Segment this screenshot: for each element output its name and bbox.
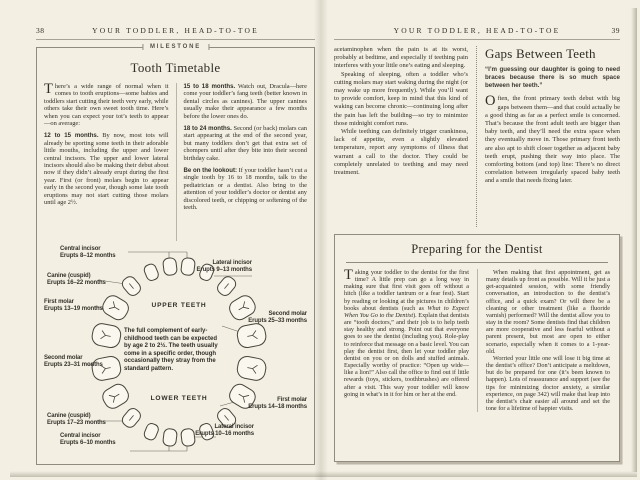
body-paragraph: While teething can definitely trigger crankiness, lack of appetite, even a slightly elevated temperature, report any symptoms of illness that warrant a call to the doctor. They could be completely unrelated to teething and may need treatment. [334,128,468,177]
book-gutter-shadow [314,0,328,480]
tooth-label-upper-central-incisor [60,246,140,260]
paragraph-text: By now, most tots will already be sporting some teeth in their adorable little mouths, including the upper and lower central incisors. The upper and lower lateral incisors should also be making their debut about now if they didn’t already erupt during the first year. First (or front) molars begin to appear early in the second year, though some late tooth eruptions may not start cutting those molars until age 2½. [44,132,169,207]
tooth-name: Central incisor [60,433,101,439]
tooth-eruption-time: Erupts 9–13 months [196,267,252,273]
page-edge-bottom [10,471,637,477]
milestone-box [36,44,315,465]
tooth-label-lower-central-incisor [60,433,146,447]
tooth-name: Central incisor [60,246,101,252]
milestone-item-lookout [184,167,308,211]
tooth-name: Lateral incisor [212,260,252,266]
tooth-eruption-time: Erupts 13–19 months [44,306,103,312]
tooth-name: First molar [44,299,74,305]
milestone-tag: MILESTONE [142,44,209,50]
tooth-eruption-time: Erupts 23–31 months [44,362,103,368]
body-paragraph: acetaminophen when the pain is at its worst, probably at bedtime, and especially if teething pain interferes with your little one’s eating and sleeping. [334,46,468,70]
tooth-name: Second molar [44,355,83,361]
section-title: Gaps Between Teeth [485,46,596,61]
right-page [334,26,620,462]
tooth-eruption-time: Erupts 8–12 months [60,253,116,259]
body-paragraph: Speaking of sleeping, often a toddler who’s cutting molars may start waking during the night (or may wake up more frequently). While you’ll want to provide comfort, keep in mind that this kind of waking can become chronic—continuing long after the pain has left the building—so try to minimize those midnight comfort runs. [334,70,468,127]
page-number: 39 [611,26,620,35]
item-label: 15 to 18 months. [183,83,236,90]
dentist-box-column-1 [344,269,477,412]
right-page-columns [334,46,620,227]
milestone-item-12-15 [44,132,169,206]
right-page-header [334,26,620,40]
body-paragraph: Worried your little one will lose it big time at the dentist’s office? Don’t anticipate a meltdown, but do be prepared for one (it’s been known to happen). Lots of reassurance and support (see the tips for minimizing doctor anxiety, a similar experience, on page 342) will make that leap into the dentist’s chair easier all around and set the tone for a lifetime of happier visits. [486,354,610,412]
drop-cap: T [44,83,53,97]
running-head: YOUR TODDLER, HEAD-TO-TOE [393,26,561,35]
tooth-label-upper-canine [47,273,127,287]
paragraph-text: ften, the front primary teeth debut with big gaps between them—and that could actually be a good thing as far as a perfect smile is concerned. That’s because the front adult teeth are bigger than baby teeth, and they’ll need the extra space when they eventually move in. Those primary front teeth are also apt to shift closer together as adjacent baby teeth erupt, pushing their way into place. The comforting bottom (and top) line: There’s no direct correlation between irregularly spaced baby teeth and a smile that needs fixing later. [485,95,620,185]
item-label: 18 to 24 months. [183,125,232,133]
item-label: 12 to 15 months. [44,132,99,140]
paragraph-text: Second (or back) molars can start appearing at the end of the second year, but many toddlers don’t get that extra set of chompers until after they bite into their second birthday cake. [183,125,307,162]
milestone-column-2 [176,83,308,241]
tooth-eruption-time: Erupts 14–18 months [248,404,307,410]
tooth-name: First molar [277,397,307,403]
tooth-name: Second molar [268,311,307,317]
dentist-box-column-2 [477,269,610,412]
tooth-eruption-time: Erupts 16–22 months [47,280,106,286]
milestone-columns [44,83,307,241]
tooth-label-upper-second-molar [221,311,307,325]
reader-question: “I’m guessing our daughter is going to need braces because there is so much space between her teeth.” [485,66,620,89]
tooth-name: Canine (cuspid) [47,413,91,419]
drop-cap: O [485,93,496,110]
paragraph-text: here’s a wide range of normal when it comes to tooth eruptions—some babies and toddlers start cutting their teeth very early, while others take their own sweet tooth time. Here’s when you can expect your tot’s teeth to appear—on average: [44,83,169,128]
tooth-eruption-diagram [44,246,307,462]
left-page [36,26,315,465]
upper-teeth-heading: UPPER TEETH [151,302,207,309]
tooth-label-lower-second-molar [44,355,122,369]
paragraph-text: If your toddler hasn’t cut a single tooth by 16 to 18 months, talk to the pediatrician or a dentist. Also bring to the attention of your toddler’s doctor or dentist any discolored teeth, or chipping or softening of the teeth. [183,167,307,212]
tooth-name: Canine (cuspid) [47,273,91,279]
tooth-eruption-time: Erupts 17–23 months [47,420,106,426]
intro-paragraph [44,83,169,127]
drop-cap: T [344,267,353,283]
answer-paragraph [485,95,620,185]
running-head: YOUR TODDLER, HEAD-TO-TOE [92,26,259,35]
tooth-eruption-time: Erupts 25–33 months [248,318,307,324]
milestone-item-18-24 [184,125,308,162]
dentist-box-columns [344,269,610,412]
tooth-label-lower-canine [47,413,127,427]
milestone-title: Tooth Timetable [130,60,221,75]
body-paragraph: When making that first appointment, get as many details up front as possible. Will it be just a get-acquainted session, with some friendly conversation, an introduction to the dentist’s office, and a quick exam? Or will there be a cleaning or other treatment (like a fluoride varnish) performed? Will the dentist allow you to stay in the room? Some dentists find that children are more cooperative and less fearful without a parent present, but most are open to either scenario, especially when it comes to a 1-year-old. [486,269,610,355]
lower-teeth-heading: LOWER TEETH [150,395,208,402]
page-edge-right [631,8,637,472]
preparing-for-dentist-box [334,234,620,462]
teething-continued-column [334,46,477,227]
diagram-note: The full complement of early-childhood teeth can be expected by age 2 to 2½. The teeth usually come in a specific order, though occasionally they stray from the standard pattern. [124,328,218,372]
body-paragraph [344,269,469,398]
book-title-italic: What to Expect When You Go to the Dentist [344,304,469,319]
left-page-header [36,26,315,40]
tooth-name: Lateral incisor [214,424,254,430]
tooth-label-upper-lateral-incisor [164,260,252,274]
paragraph-text: aking your toddler to the dentist for the first time? A little prep can go a long way in making sure that first visit goes off without a hitch (like a toddler tantrum or a fear fest). Start by reading or looking at the pictures in children’s books about dentists (such as [344,269,469,312]
milestone-item-15-18 [184,83,308,120]
tooth-eruption-time: Erupts 10–16 months [195,431,254,437]
box-title: Preparing for the Dentist [346,242,608,263]
tooth-label-lower-lateral-incisor [168,424,254,438]
milestone-column-1 [44,83,176,241]
paragraph-text: ). Explain that dentists are “tooth doctors,” and their job is to help teeth stay healthy and strong. Point out that everyone goes to see the dentist (including you). Role-play to reinforce that message on a basic level. You can play the dentist first, then let your toddler play dentist on you or on dolls and stuffed animals. Especially worthy of practice: “Open up wide—like a lion!” Also call the office to find out if little rewards (toys, stickers, toothbrushes) are offered after a visit. This way your toddler will know going in what’s in it for him or her at the end. [344,311,469,398]
item-label: Be on the lookout: [183,167,238,175]
paragraph-text: Watch out, Dracula—here come your toddler’s fang teeth (better known in dental circles as canines). The upper canines usually make their appearance a few months before the lower ones do. [183,83,307,120]
tooth-eruption-time: Erupts 6–10 months [60,440,116,446]
gaps-between-teeth-section [477,46,620,227]
page-number: 38 [36,26,45,35]
